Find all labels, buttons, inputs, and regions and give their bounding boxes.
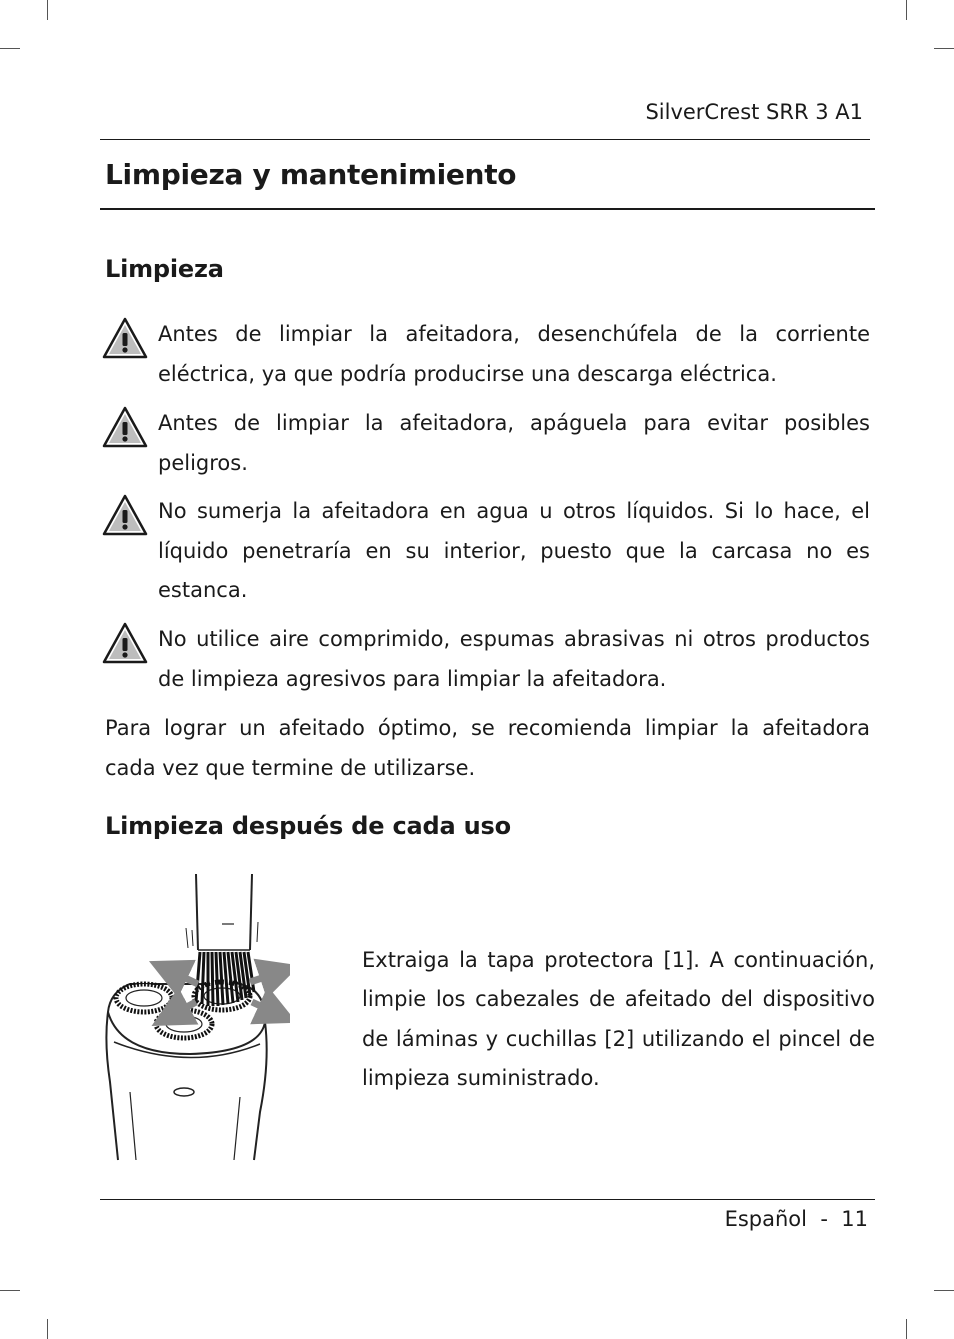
crop-mark [0,1290,20,1291]
page-number: Español - 11 [724,1207,868,1231]
warning-triangle-icon [102,317,148,359]
header-product: SilverCrest SRR 3 A1 [645,100,863,124]
crop-mark [0,48,20,49]
warning-triangle-icon [102,494,148,536]
warning-text: Antes de limpiar la afeitadora, apáguela para evitar posibles peligros. [158,411,870,475]
warning-item [100,404,870,483]
warning-item [100,620,870,699]
page-title: Limpieza y mantenimiento [105,158,517,191]
crop-mark [934,48,954,49]
cleaning-paragraph: Para lograr un afeitado óptimo, se recomienda limpiar la afeitadora cada vez que termine de utilizarse. [105,716,870,780]
warning-text: No utilice aire comprimido, espumas abrasivas ni otros productos de limpieza agresivos para limpiar la afeitadora. [158,627,870,691]
crop-mark [47,0,48,20]
crop-mark [906,1319,907,1339]
crop-mark [934,1290,954,1291]
section-heading-cleaning: Limpieza [105,255,224,283]
title-rule [100,208,875,210]
section-heading-after-use: Limpieza después de cada uso [105,812,511,840]
footer-rule [100,1199,875,1200]
crop-mark [906,0,907,20]
warning-triangle-icon [102,406,148,448]
shaver-cleaning-illustration [100,872,290,1164]
crop-mark [47,1319,48,1339]
warning-item [100,492,870,611]
warning-text: No sumerja la afeitadora en agua u otros líquidos. Si lo hace, el líquido penetraría en su interior, puesto que la carcasa no es estanca. [158,499,870,602]
header-rule [100,139,870,140]
after-use-instructions: Extraiga la tapa protectora [1]. A continuación, limpie los cabezales de afeitado del dispositivo de láminas y cuchillas [2] utilizando el pincel de limpieza suministrado. [362,948,875,1090]
warning-triangle-icon [102,622,148,664]
warning-text: Antes de limpiar la afeitadora, desenchúfela de la corriente eléctrica, ya que podría producirse una descarga eléctrica. [158,322,870,386]
warning-item [100,315,870,394]
